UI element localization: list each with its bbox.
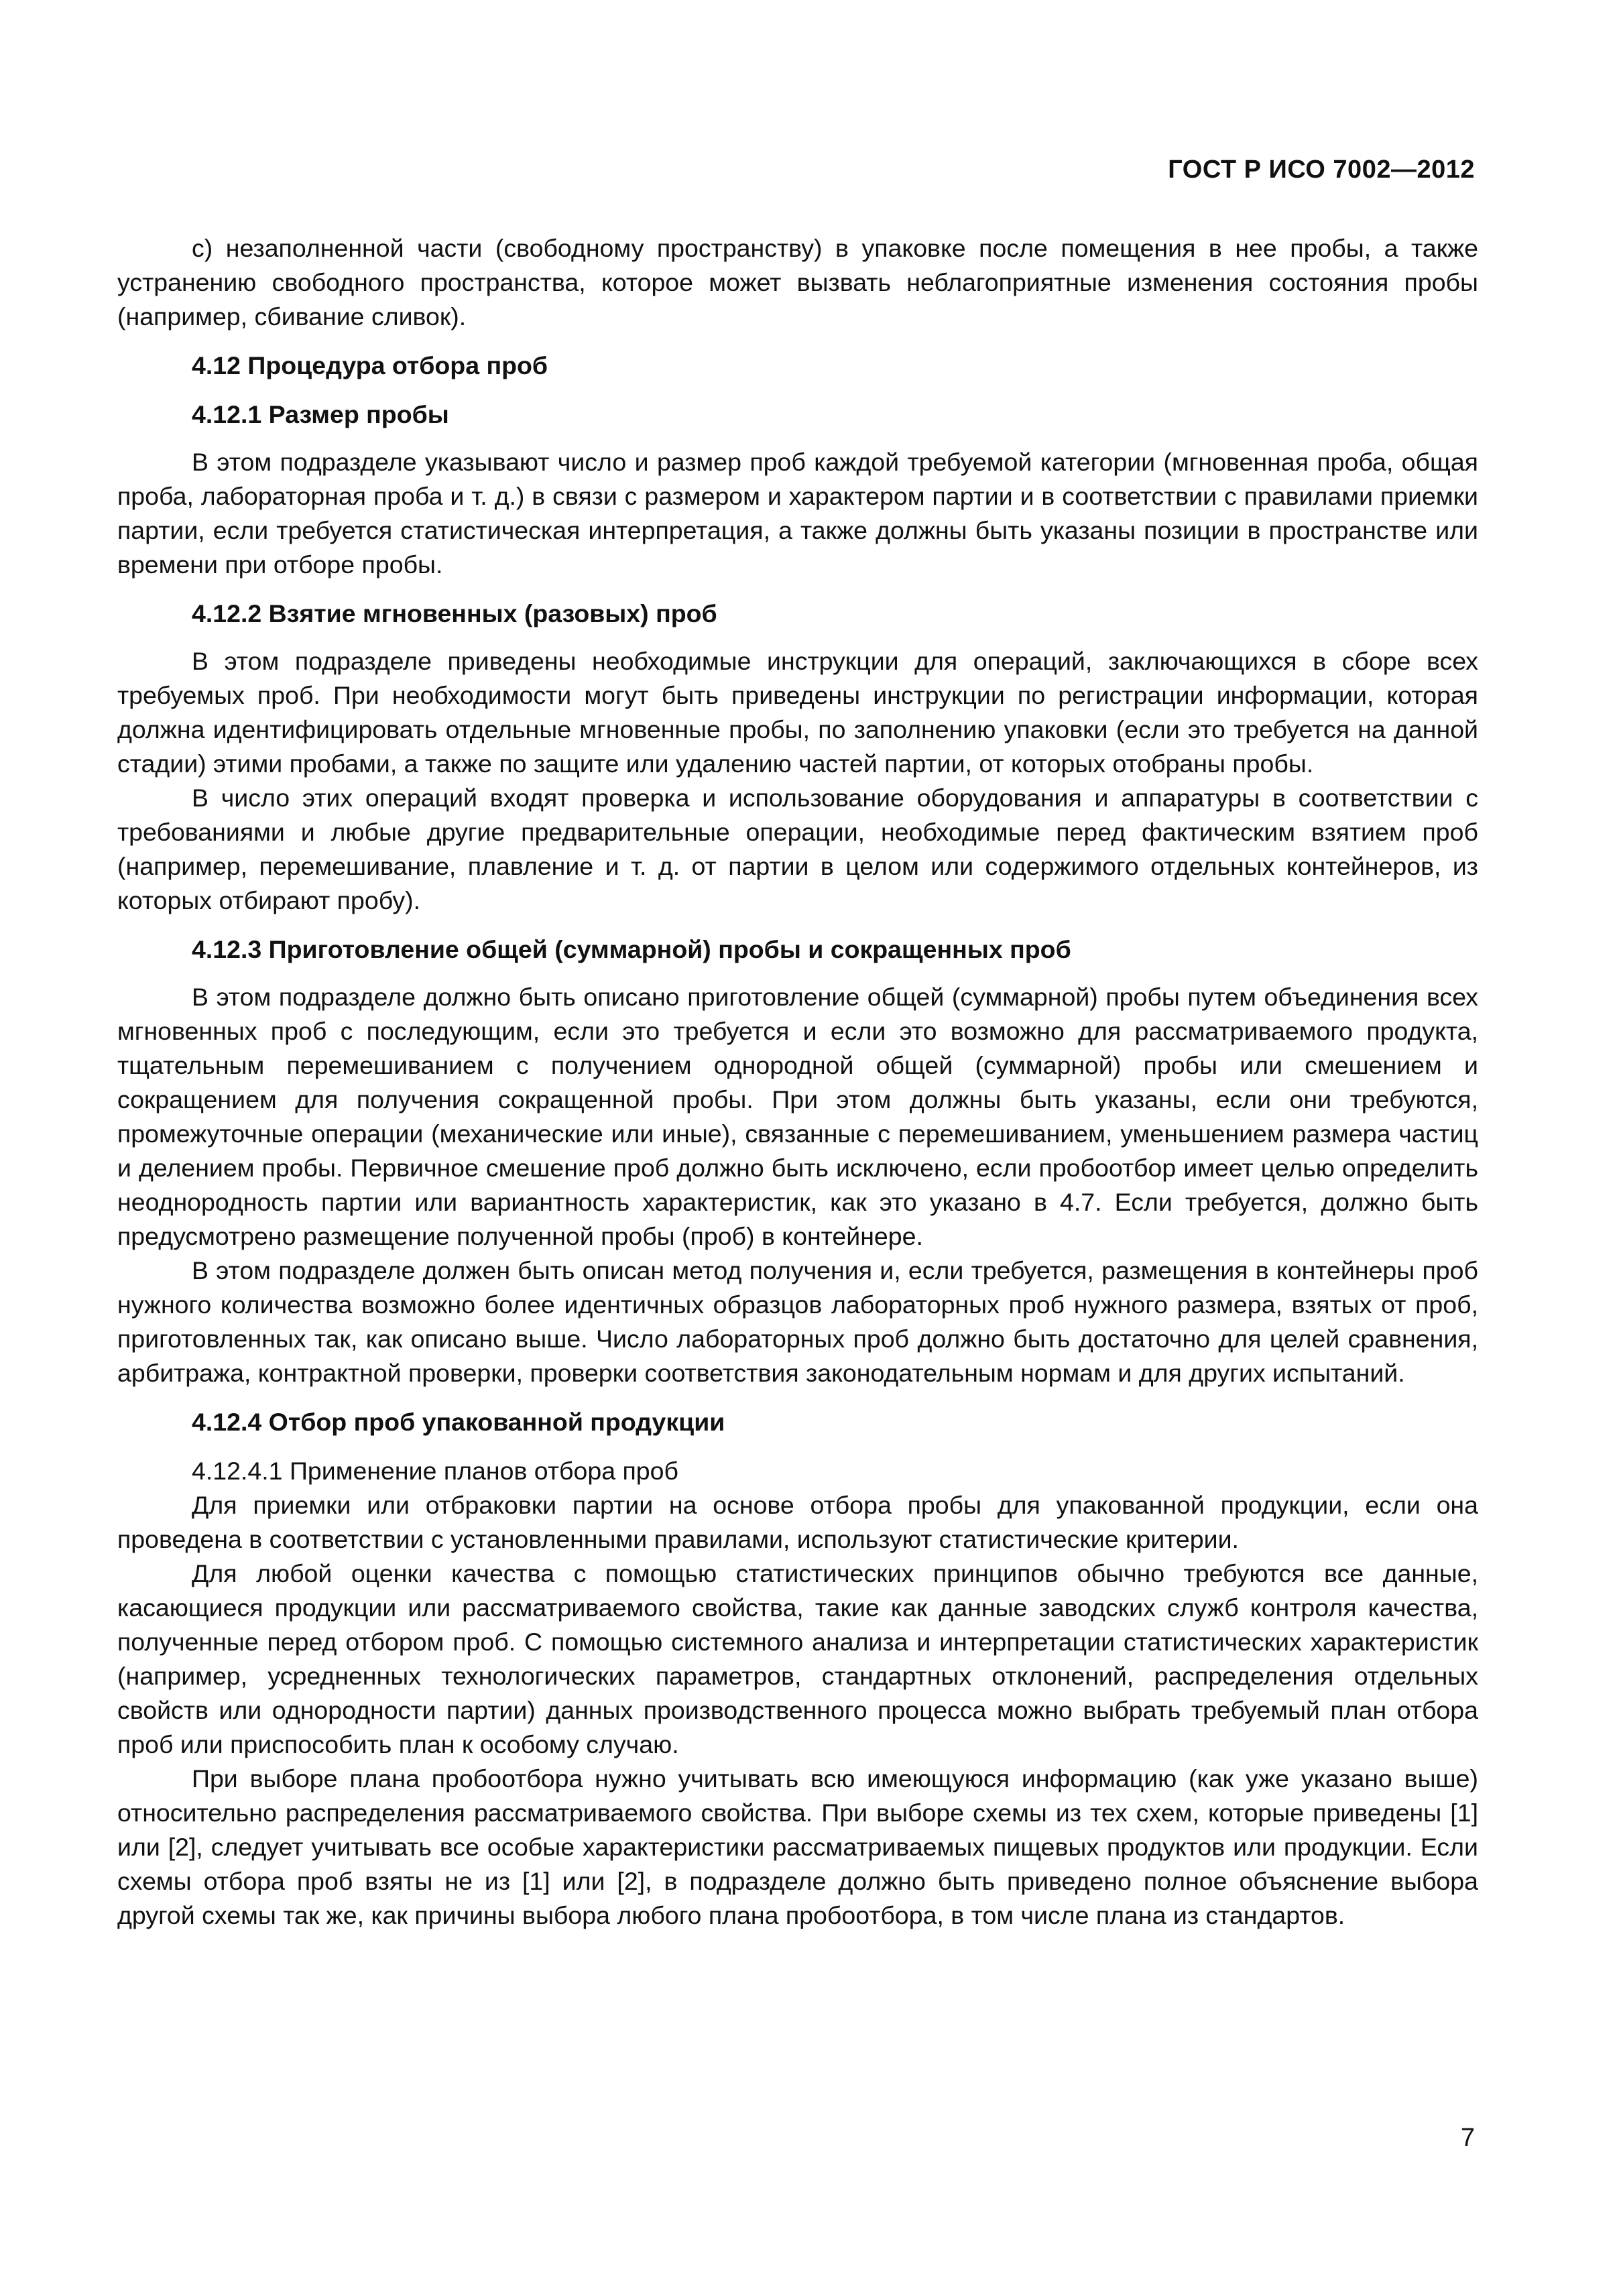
page-number: 7	[1460, 2124, 1475, 2152]
paragraph-sample-size: В этом подразделе указывают число и размер проб каждой требуемой категории (мгновенная проба, общая проба, лабораторная проба и т. д.) в связи с размером и характером партии и в соответствии с правилами приемки партии, если требуется статистическая интерпретация, а также должны быть указаны позиции в пространстве или времени при отборе пробы.	[117, 448, 1478, 579]
paragraph-c-empty-space: c) незаполненной части (свободному пространству) в упаковке после помещения в нее пробы, а также устранению свободного пространства, которое может вызвать неблагоприятные изменения состояния пробы (например, сбивание сливок).	[117, 234, 1478, 330]
paragraph-bulk-sample-1: В этом подразделе должно быть описано приготовление общей (суммарной) пробы путем объединения всех мгновенных проб с последующим, если это требуется и если это возможно для рассматриваемого продукта, тщательным перемешиванием с получением однородной общей (суммарной) пробы или смешением и сокращением для получения сокращенной пробы. При этом должны быть указаны, если они требуются, промежуточные операции (механические или иные), связанные с перемешиванием, уменьшением размера частиц и делением пробы. Первичное смешение проб должно быть исключено, если пробоотбор имеет целью определить неоднородность партии или вариантность характеристик, как это указано в 4.7. Если требуется, должно быть предусмотрено размещение полученной пробы (проб) в контейнере.	[117, 983, 1478, 1250]
heading-4-12-4: 4.12.4 Отбор проб упакованной продукции	[192, 1408, 725, 1436]
paragraph-instant-samples-2: В число этих операций входят проверка и использование оборудования и аппаратуры в соответствии с требованиями и любые другие предварительные операции, необходимые перед фактическим взятием проб (например, перемешивание, плавление и т. д. от партии в целом или содержимого отдельных контейнеров, из которых отбирают пробу).	[117, 784, 1478, 914]
paragraph-plans-1: Для приемки или отбраковки партии на основе отбора пробы для упакованной продукции, если она проведена в соответствии с установленными правилами, используют статистические критерии.	[117, 1491, 1478, 1553]
heading-4-12-1: 4.12.1 Размер пробы	[192, 400, 449, 428]
paragraph-plans-2: Для любой оценки качества с помощью статистических принципов обычно требуются все данные, касающиеся продукции или рассматриваемого свойства, такие как данные заводских служб контроля качества, полученные перед отбором проб. С помощью системного анализа и интерпретации статистических характеристик (например, усредненных технологических параметров, стандартных отклонений, распределения отдельных свойств или однородности партии) данных производственного процесса можно выбрать требуемый план отбора проб или приспособить план к особому случаю.	[117, 1559, 1478, 1758]
heading-4-12-4-1: 4.12.4.1 Применение планов отбора проб	[192, 1457, 678, 1485]
document-header: ГОСТ Р ИСО 7002—2012	[1168, 156, 1475, 184]
heading-4-12-2: 4.12.2 Взятие мгновенных (разовых) проб	[192, 599, 717, 627]
paragraph-plans-3: При выборе плана пробоотбора нужно учитывать всю имеющуюся информацию (как уже указано выше) относительно распределения рассматриваемого свойства. При выборе схемы из тех схем, которые приведены [1] или [2], следует учитывать все особые характеристики рассматриваемых пищевых продуктов или продукции. Если схемы отбора проб взяты не из [1] или [2], в подразделе должно быть приведено полное объяснение выбора другой схемы так же, как причины выбора любого плана пробоотбора, в том числе плана из стандартов.	[117, 1764, 1478, 1929]
heading-4-12-3: 4.12.3 Приготовление общей (суммарной) пробы и сокращенных проб	[192, 935, 1071, 963]
paragraph-instant-samples-1: В этом подразделе приведены необходимые инструкции для операций, заключающихся в сборе всех требуемых проб. При необходимости могут быть приведены инструкции по регистрации информации, которая должна идентифицировать отдельные мгновенные пробы, по заполнению упаковки (если это требуется на данной стадии) этими пробами, а также по защите или удалению частей партии, от которых отобраны пробы.	[117, 647, 1478, 778]
heading-4-12: 4.12 Процедура отбора проб	[192, 351, 548, 379]
paragraph-bulk-sample-2: В этом подразделе должен быть описан метод получения и, если требуется, размещения в контейнеры проб нужного количества возможно более идентичных образцов лабораторных проб нужного размера, взятых от проб, приготовленных так, как описано выше. Число лабораторных проб должно быть достаточно для целей сравнения, арбитража, контрактной проверки, проверки соответствия законодательным нормам и для других испытаний.	[117, 1256, 1478, 1387]
document-body	[117, 231, 1478, 1933]
